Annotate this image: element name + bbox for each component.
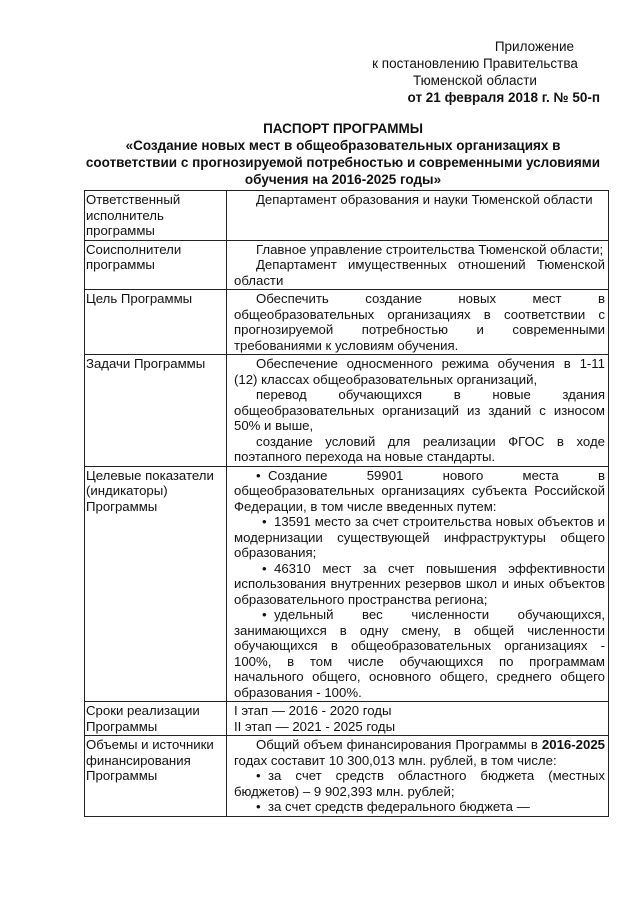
bullet-item — [234, 799, 605, 815]
row-value — [227, 702, 609, 736]
row-text: 46310 мест за счет повышения эффективности использования внутренних резервов школ и иных объектов образовательного пространства региона; — [234, 560, 605, 607]
appendix-line-3: Тюменской области — [413, 73, 537, 88]
appendix-date: от 21 февраля 2018 г. № 50-п — [407, 90, 600, 105]
row-label: Объемы и источники финансирования Программы — [85, 736, 227, 817]
row-label: Ответственный исполнитель программы — [85, 191, 227, 241]
row-label: Сроки реализации Программы — [85, 702, 227, 736]
row-text-part: годах составит 10 300,013 млн. рублей, в том числе: — [234, 752, 557, 768]
bullet-icon: • — [262, 607, 267, 622]
row-value — [227, 240, 609, 290]
row-label: Цель Программы — [85, 290, 227, 355]
row-text: Департамент образования и науки Тюменской области — [256, 192, 593, 207]
row-label: Соисполнители программы — [85, 240, 227, 290]
row-label: Задачи Программы — [85, 355, 227, 467]
row-value — [227, 736, 609, 817]
row-text: I этап — 2016 - 2020 годы — [234, 703, 392, 718]
table-row — [85, 702, 609, 736]
row-text: Создание 59901 нового места в общеобразовательных организациях субъекта Российской Федерации, в том числе введенных путем: — [234, 467, 605, 514]
row-text: Департамент имущественных отношений Тюменской области — [234, 257, 605, 288]
table-row — [85, 736, 609, 817]
row-text: Обеспечение односменного режима обучения в 1-11 (12) классах общеобразовательных организаций, — [234, 356, 605, 387]
row-text: за счет средств областного бюджета (местных бюджетов) – 9 902,393 млн. рублей; — [234, 768, 605, 799]
title-line-2: «Создание новых мест в общеобразовательных организациях в соответствии с прогнозируемой потребностью и современными условиями обучения на 2016-2025 годы» — [85, 138, 601, 187]
bullet-item — [234, 607, 605, 700]
bullet-item — [234, 768, 605, 799]
bullet-item — [234, 561, 605, 608]
row-text — [234, 737, 605, 768]
table-row — [85, 290, 609, 355]
table-row — [85, 240, 609, 290]
appendix-header — [350, 38, 600, 106]
bullet-icon: • — [262, 560, 267, 576]
bullet-icon: • — [256, 799, 261, 814]
row-text: Главное управление строительства Тюменской области; — [256, 241, 604, 257]
row-text: Обеспечить создание новых мест в общеобразовательных организациях в соответствии с прогнозируемой потребностью и современными требованиями к условиям обучения. — [234, 291, 605, 353]
appendix-line-1: Приложение — [494, 39, 574, 54]
row-value — [227, 355, 609, 467]
row-text: создание условий для реализации ФГОС в ходе поэтапного перехода на новые стандарты. — [234, 433, 605, 464]
bullet-icon: • — [262, 514, 267, 529]
row-text: перевод обучающихся в новые здания общеобразовательных организаций из зданий с износом 50% и выше, — [234, 387, 605, 433]
bullet-item — [234, 468, 605, 515]
row-value — [227, 290, 609, 355]
row-text: удельный вес численности обучающихся, занимающихся в одну смену, в общей численности обучающихся в общеобразовательных организациях - 100%, в том числе обучающихся по программам начального общего, основного общего, среднего общего образования - 100%. — [234, 607, 605, 700]
table-row — [85, 191, 609, 241]
passport-table — [84, 190, 609, 817]
bullet-icon: • — [256, 768, 261, 783]
bullet-item — [234, 514, 605, 561]
row-text: 13591 место за счет строительства новых объектов и модернизации существующей инфраструктуры общего образования; — [234, 514, 605, 560]
row-text: II этап — 2021 - 2025 годы — [234, 718, 396, 734]
table-row — [85, 355, 609, 467]
row-text-bold: 2016-2025 — [541, 737, 605, 752]
document-title — [82, 120, 604, 188]
row-text-part: Общий объем финансирования Программы в — [256, 737, 542, 752]
row-value — [227, 191, 609, 241]
row-label: Целевые показатели (индикаторы) Программы — [85, 466, 227, 702]
row-value — [227, 466, 609, 702]
appendix-line-2: к постановлению Правительства — [372, 56, 578, 71]
table-row — [85, 466, 609, 702]
row-text: за счет средств федерального бюджета — — [268, 799, 530, 814]
bullet-icon: • — [256, 467, 261, 483]
title-line-1: ПАСПОРТ ПРОГРАММЫ — [263, 121, 423, 136]
